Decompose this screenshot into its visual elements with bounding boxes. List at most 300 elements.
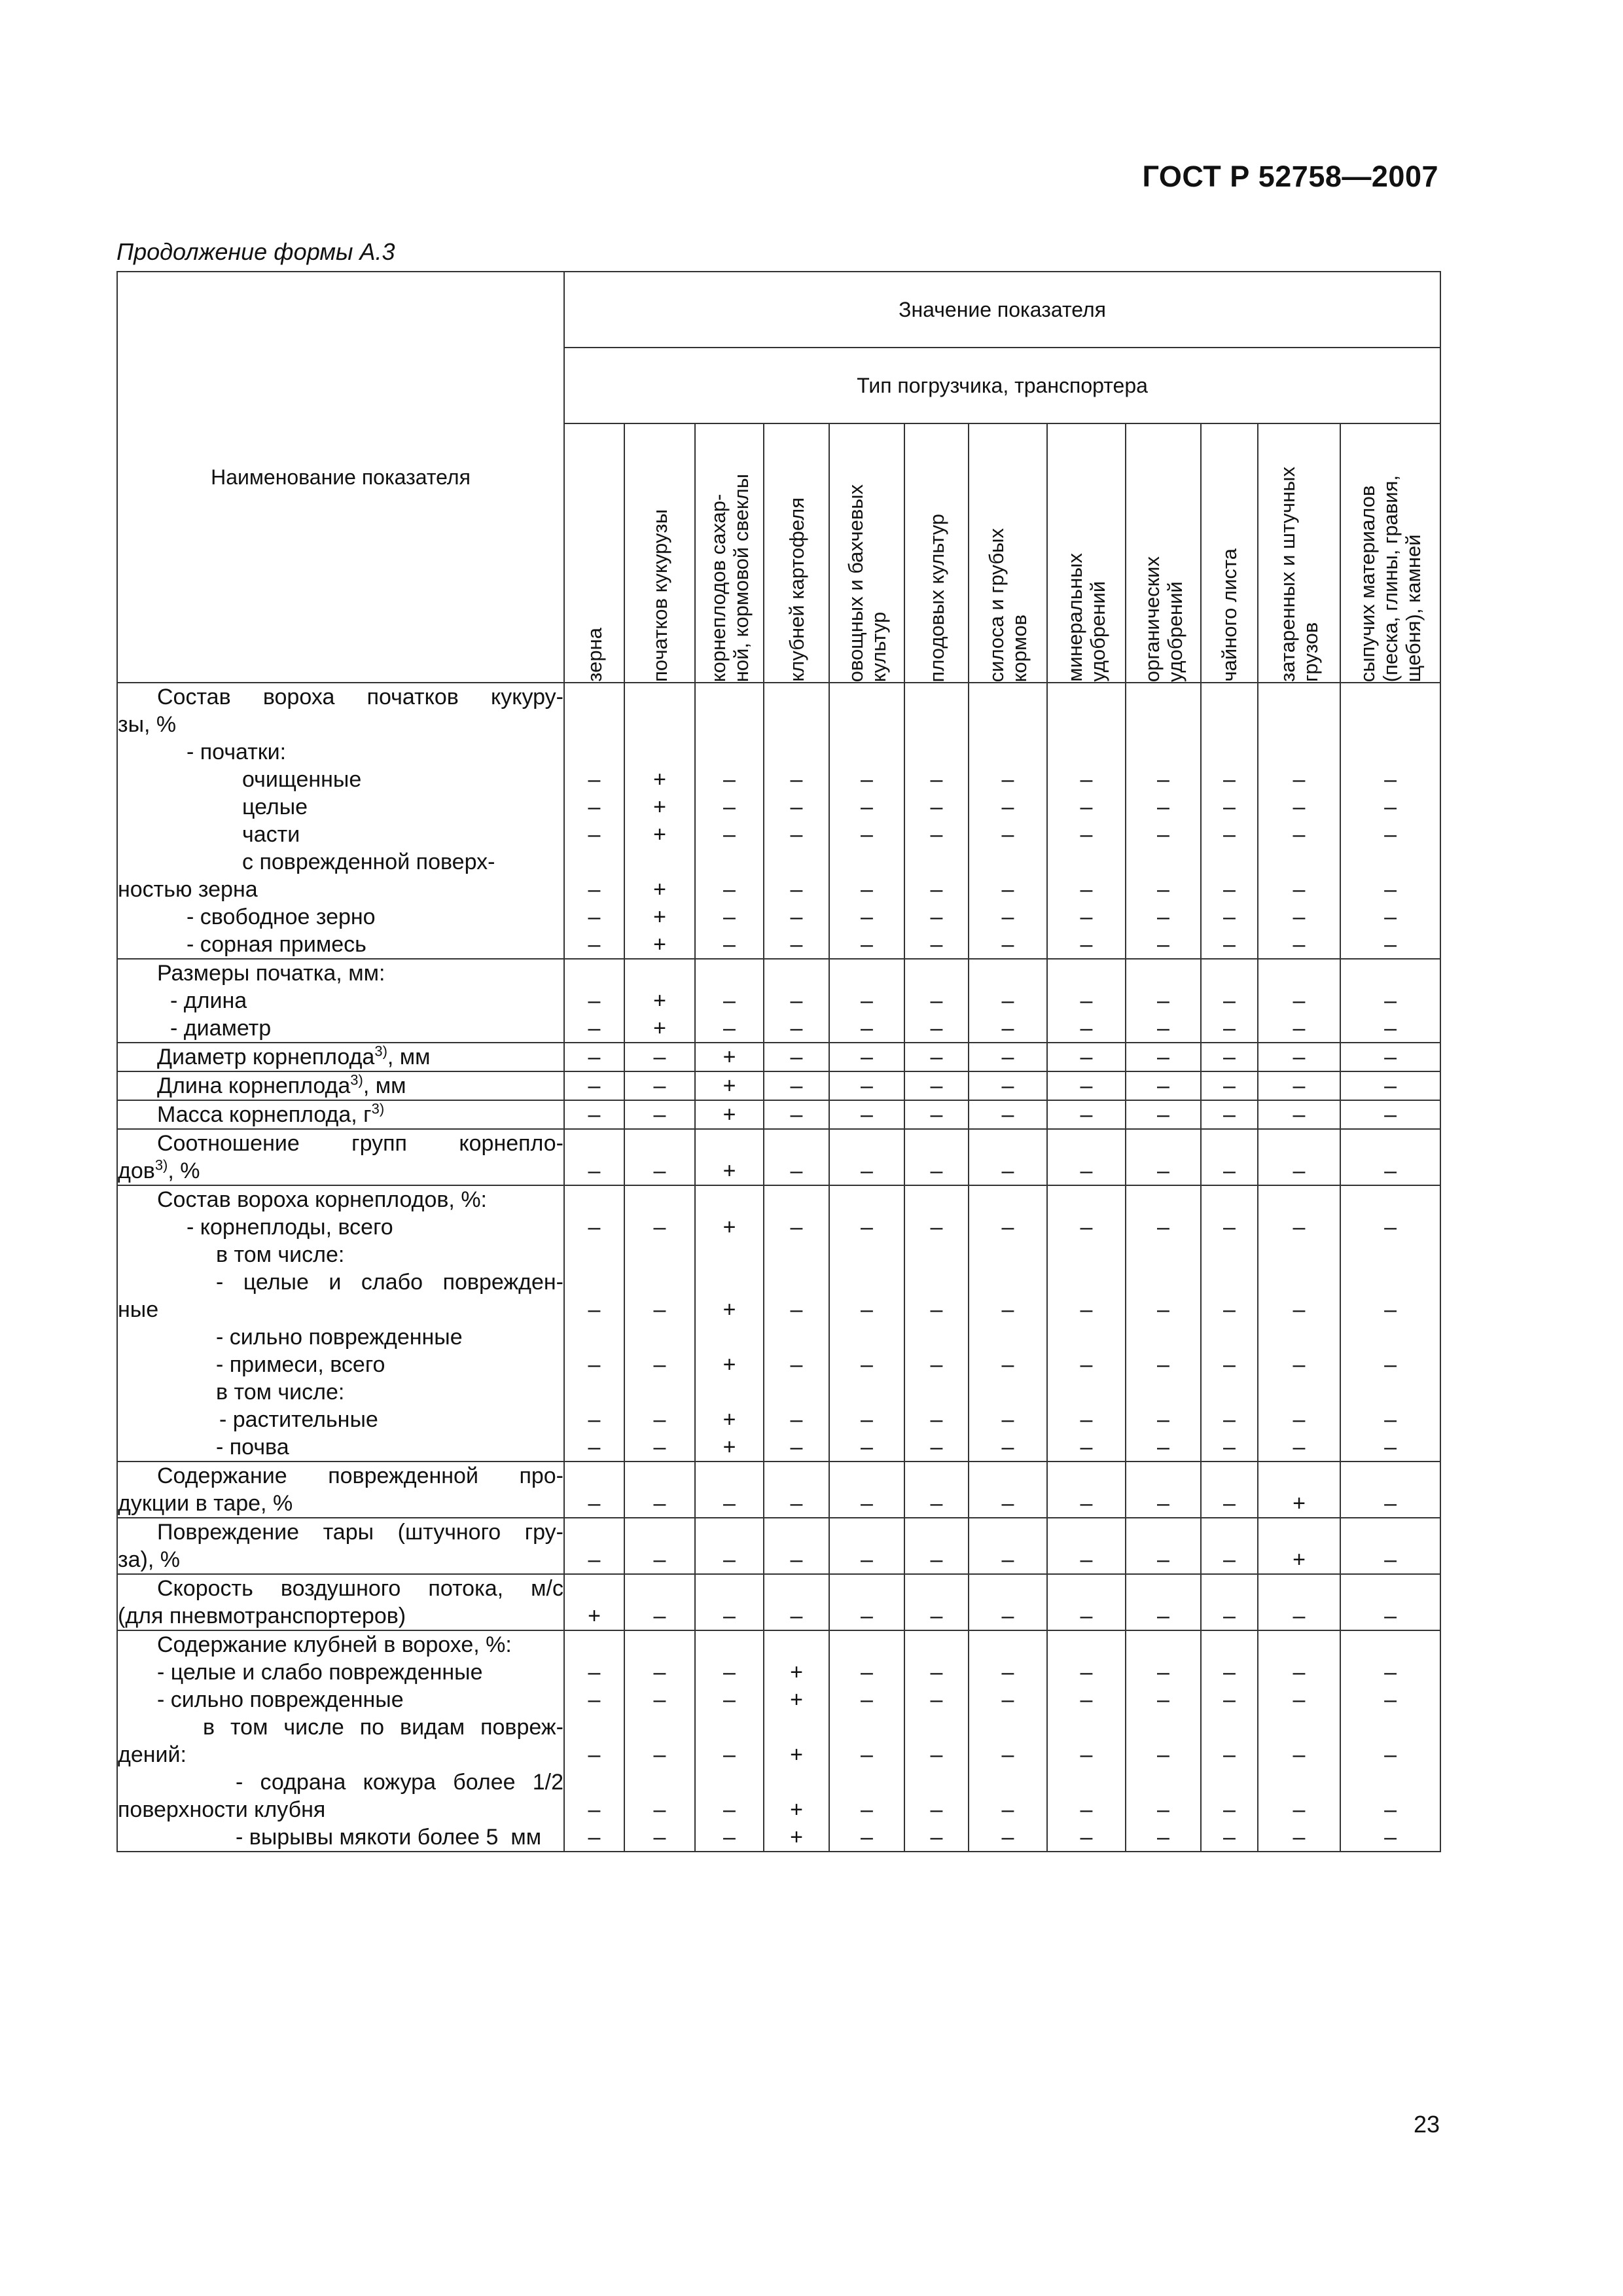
value-mark [969, 1631, 1046, 1659]
value-cell [1258, 1185, 1340, 1462]
value-mark: + [722, 1407, 736, 1432]
value-mark: – [1293, 1742, 1306, 1767]
value-mark [1202, 960, 1257, 987]
value-cell [624, 1462, 695, 1518]
value-mark: – [1080, 905, 1093, 929]
value-cell [904, 1630, 969, 1852]
value-cell [1340, 1518, 1440, 1574]
value-cell [564, 1185, 624, 1462]
value-mark: – [1223, 1491, 1236, 1516]
indicator-name-line [118, 738, 563, 766]
value-mark [764, 711, 829, 738]
value-mark [1258, 1713, 1340, 1741]
indicator-name-cell [117, 959, 564, 1043]
value-mark [1048, 1768, 1125, 1796]
column-header-label: корнеплодов сахар- ной, кормовой свеклы [706, 473, 753, 682]
value-mark: – [1080, 1407, 1093, 1432]
value-mark: – [723, 1660, 736, 1685]
value-mark [969, 1575, 1046, 1602]
value-mark: – [1001, 905, 1014, 929]
value-mark: – [1293, 905, 1306, 929]
value-mark: – [1157, 1215, 1169, 1240]
value-mark: – [1080, 1045, 1093, 1069]
indicator-name-line [118, 1101, 563, 1128]
value-mark: – [588, 1073, 601, 1098]
value-cell [829, 1518, 904, 1574]
indicator-name-line [118, 711, 563, 738]
value-cell [764, 1100, 829, 1129]
value-mark: – [1157, 795, 1169, 819]
value-mark: – [1001, 988, 1014, 1013]
value-mark: – [861, 1742, 873, 1767]
indicator-name-text: - сорная примесь [187, 932, 366, 957]
value-mark: – [1384, 795, 1397, 819]
value-cell [1047, 1630, 1126, 1852]
value-mark: – [861, 1435, 873, 1460]
value-mark: – [861, 1687, 873, 1712]
value-mark: – [588, 1547, 601, 1572]
value-mark [1048, 683, 1125, 711]
value-mark: – [1080, 1742, 1093, 1767]
indicator-name-text: Размеры початка, мм: [157, 961, 385, 986]
value-mark: – [653, 1297, 666, 1322]
indicator-name-text: Содержание клубней в ворохе, %: [157, 1632, 512, 1657]
value-mark: – [861, 1407, 873, 1432]
indicator-name-line [118, 1796, 563, 1823]
indicator-name-text: Диаметр корнеплода [157, 1045, 375, 1069]
value-mark: – [653, 1435, 666, 1460]
indicator-name-unit: , мм [387, 1045, 431, 1069]
value-mark: – [930, 1102, 943, 1127]
indicator-name-line [118, 1518, 563, 1546]
indicator-name-line [118, 1686, 563, 1713]
value-mark [1048, 1462, 1125, 1490]
value-mark [696, 960, 763, 987]
value-mark: – [861, 1491, 873, 1516]
value-mark [969, 1323, 1046, 1351]
value-mark [696, 1130, 763, 1157]
value-mark: – [861, 767, 873, 792]
value-cell [829, 1462, 904, 1518]
value-mark: – [1001, 1352, 1014, 1377]
value-cell [1126, 1630, 1201, 1852]
value-mark [905, 960, 968, 987]
value-mark [565, 848, 624, 876]
value-mark: – [790, 1016, 803, 1041]
value-mark: – [723, 877, 736, 902]
indicator-name-line [118, 1241, 563, 1268]
value-mark: – [588, 1016, 601, 1041]
value-mark: – [1080, 1604, 1093, 1628]
indicator-name-text: - длина [170, 988, 247, 1013]
value-mark: – [1293, 932, 1306, 957]
value-mark: + [790, 1797, 803, 1822]
value-cell [1258, 1043, 1340, 1071]
value-mark [764, 1631, 829, 1659]
value-mark [969, 683, 1046, 711]
value-mark: – [723, 1604, 736, 1628]
value-mark [1126, 1323, 1200, 1351]
value-mark [625, 1186, 694, 1213]
value-mark: – [1223, 905, 1236, 929]
value-mark: – [861, 1825, 873, 1850]
value-mark [696, 738, 763, 766]
value-mark [1048, 1130, 1125, 1157]
value-mark: – [588, 1687, 601, 1712]
value-mark: – [1080, 795, 1093, 819]
value-cell [695, 1518, 764, 1574]
value-mark [565, 1378, 624, 1406]
value-mark: – [1384, 1547, 1397, 1572]
value-mark [1048, 1378, 1125, 1406]
value-mark: – [1384, 877, 1397, 902]
value-mark: – [1157, 988, 1169, 1013]
value-mark: + [722, 1435, 736, 1460]
value-cell [904, 1462, 969, 1518]
value-mark: – [1293, 1825, 1306, 1850]
value-mark: – [1157, 877, 1169, 902]
value-mark [1048, 738, 1125, 766]
value-cell [1047, 1185, 1126, 1462]
value-cell [1047, 1574, 1126, 1630]
value-mark: – [1293, 822, 1306, 847]
value-cell [1126, 1574, 1201, 1630]
column-header [904, 423, 969, 683]
value-mark: – [861, 932, 873, 957]
value-mark [764, 1462, 829, 1490]
indicator-name-text: с поврежденной поверх- [242, 850, 495, 874]
value-mark: – [1080, 1687, 1093, 1712]
value-cell [829, 1071, 904, 1100]
value-mark: – [1157, 905, 1169, 929]
value-mark: – [790, 822, 803, 847]
value-mark [764, 1768, 829, 1796]
value-mark [905, 848, 968, 876]
indicator-name-line [118, 821, 563, 848]
value-cell [969, 1129, 1047, 1185]
indicator-name-line [118, 1130, 563, 1157]
value-mark [1202, 1462, 1257, 1490]
value-cell [1126, 1071, 1201, 1100]
value-cell [624, 1043, 695, 1071]
value-mark: – [790, 1045, 803, 1069]
value-cell [829, 1185, 904, 1462]
value-mark: – [653, 1604, 666, 1628]
value-mark: + [790, 1825, 803, 1850]
value-mark [969, 960, 1046, 987]
indicator-name-text: в том числе: [216, 1242, 345, 1267]
value-mark: – [1223, 988, 1236, 1013]
value-mark [764, 1186, 829, 1213]
column-header-label: зерна [582, 628, 606, 682]
indicator-name-text: Длина корнеплода [157, 1073, 351, 1098]
value-mark: – [653, 1687, 666, 1712]
value-cell [1258, 1518, 1340, 1574]
value-mark: – [723, 1687, 736, 1712]
value-mark: – [861, 1297, 873, 1322]
value-mark [1126, 1518, 1200, 1546]
value-cell [695, 1185, 764, 1462]
value-mark: – [1080, 1158, 1093, 1183]
value-mark: – [790, 1491, 803, 1516]
value-mark: – [588, 1825, 601, 1850]
value-mark [764, 1518, 829, 1546]
column-header-label: плодовых культур [925, 513, 948, 682]
value-mark [565, 1130, 624, 1157]
value-cell [829, 683, 904, 959]
value-cell [764, 1574, 829, 1630]
value-mark: – [861, 905, 873, 929]
indicator-name-cell [117, 1100, 564, 1129]
indicator-name-text: Соотношение групп корнепло- [157, 1131, 563, 1156]
value-mark: – [1384, 1742, 1397, 1767]
indicator-name-line [118, 1768, 563, 1796]
value-mark [1048, 1186, 1125, 1213]
table-row [117, 1185, 1440, 1462]
value-mark [830, 1713, 904, 1741]
value-mark: – [1080, 988, 1093, 1013]
value-mark: – [723, 1742, 736, 1767]
value-cell [1201, 1129, 1258, 1185]
value-mark: + [722, 1352, 736, 1377]
indicator-name-text: ностью зерна [118, 877, 258, 902]
value-mark: – [1223, 1016, 1236, 1041]
value-mark: – [1157, 1797, 1169, 1822]
value-mark [625, 1768, 694, 1796]
value-cell [1126, 1129, 1201, 1185]
value-mark [1258, 1518, 1340, 1546]
value-mark: – [653, 1045, 666, 1069]
value-mark [1258, 848, 1340, 876]
value-mark: – [1223, 1102, 1236, 1127]
value-mark: – [1223, 1407, 1236, 1432]
value-mark [969, 1241, 1046, 1268]
value-mark: – [861, 1797, 873, 1822]
value-mark: – [930, 1604, 943, 1628]
indicator-name-text: Скорость воздушного потока, м/с [157, 1576, 563, 1601]
value-cell [564, 959, 624, 1043]
value-mark: – [1157, 1825, 1169, 1850]
value-mark [1048, 711, 1125, 738]
value-mark [625, 960, 694, 987]
value-mark [905, 1241, 968, 1268]
value-mark [1258, 1768, 1340, 1796]
value-mark: – [930, 767, 943, 792]
value-cell [624, 1574, 695, 1630]
indicator-name-text: - примеси, всего [216, 1352, 385, 1377]
column-header-label: затаренных и штучных грузов [1276, 467, 1322, 682]
value-mark [625, 711, 694, 738]
value-mark: – [1157, 1742, 1169, 1767]
value-mark: – [1384, 1604, 1397, 1628]
value-mark: – [653, 1158, 666, 1183]
value-mark: – [588, 1297, 601, 1322]
value-cell [695, 1071, 764, 1100]
indicator-name-line [118, 1602, 563, 1630]
indicator-name-text: - сильно поврежденные [216, 1325, 463, 1350]
value-cell [695, 1100, 764, 1129]
value-mark [830, 1462, 904, 1490]
value-cell [829, 1574, 904, 1630]
value-mark: – [723, 988, 736, 1013]
value-mark: – [1223, 1687, 1236, 1712]
value-mark: – [1223, 1660, 1236, 1685]
value-mark: – [1001, 1435, 1014, 1460]
footnote-ref: 3) [371, 1100, 385, 1117]
value-cell [969, 1574, 1047, 1630]
value-mark: – [1384, 1045, 1397, 1069]
value-cell [695, 1630, 764, 1852]
value-mark: – [1223, 1547, 1236, 1572]
indicator-name-cell [117, 1630, 564, 1852]
column-header-label: органических удобрений [1140, 556, 1186, 682]
value-mark: – [1080, 1073, 1093, 1098]
value-mark [625, 1631, 694, 1659]
indicator-name-text: - сильно поврежденные [157, 1687, 404, 1712]
value-mark: – [930, 932, 943, 957]
value-cell [564, 1518, 624, 1574]
value-mark: – [930, 1547, 943, 1572]
value-mark: – [861, 1352, 873, 1377]
value-mark [764, 1241, 829, 1268]
value-mark: – [588, 988, 601, 1013]
value-mark: – [1293, 1660, 1306, 1685]
value-cell [1126, 1100, 1201, 1129]
value-mark: – [1001, 1742, 1014, 1767]
column-header [764, 423, 829, 683]
value-mark: + [790, 1687, 803, 1712]
value-mark [565, 683, 624, 711]
value-mark: – [1384, 1102, 1397, 1127]
value-mark [764, 1713, 829, 1741]
indicator-name-cell [117, 1574, 564, 1630]
value-mark [969, 848, 1046, 876]
value-mark: – [723, 932, 736, 957]
indicator-table [116, 271, 1441, 1852]
value-cell [1201, 683, 1258, 959]
value-cell [904, 1185, 969, 1462]
value-cell [904, 1574, 969, 1630]
value-mark [905, 1323, 968, 1351]
value-mark [830, 1130, 904, 1157]
value-mark: – [930, 1045, 943, 1069]
value-mark: – [1293, 1435, 1306, 1460]
value-mark: – [790, 1102, 803, 1127]
value-mark: – [1223, 1604, 1236, 1628]
value-mark [696, 1462, 763, 1490]
value-mark [1048, 1241, 1125, 1268]
column-header [624, 423, 695, 683]
value-cell [764, 1071, 829, 1100]
value-mark [1048, 960, 1125, 987]
value-mark: – [1293, 1297, 1306, 1322]
value-cell [1201, 1518, 1258, 1574]
indicator-name-cell [117, 1071, 564, 1100]
value-mark: – [1157, 932, 1169, 957]
value-mark: – [1384, 1407, 1397, 1432]
value-mark [565, 1518, 624, 1546]
value-mark: – [1384, 905, 1397, 929]
value-cell [695, 1462, 764, 1518]
value-mark [625, 1575, 694, 1602]
continuation-label: Продолжение формы А.3 [116, 238, 395, 265]
value-mark [565, 1768, 624, 1796]
value-mark: – [1001, 822, 1014, 847]
value-mark [905, 1268, 968, 1296]
value-mark [696, 1323, 763, 1351]
indicator-name-cell [117, 1185, 564, 1462]
value-mark: – [653, 1742, 666, 1767]
value-mark [565, 1241, 624, 1268]
indicator-name-text: поверхности клубня [118, 1797, 326, 1822]
value-mark [764, 683, 829, 711]
indicator-name-line [118, 1186, 563, 1213]
indicator-name-line [118, 1631, 563, 1659]
indicator-name-line [118, 766, 563, 793]
value-mark [565, 1323, 624, 1351]
value-mark: – [930, 822, 943, 847]
value-mark [625, 1241, 694, 1268]
value-mark [625, 1462, 694, 1490]
value-mark: – [1384, 767, 1397, 792]
value-mark: – [1384, 1297, 1397, 1322]
indicator-name-line [118, 1741, 563, 1768]
value-mark: – [588, 1352, 601, 1377]
value-mark [969, 1518, 1046, 1546]
value-mark [1202, 1631, 1257, 1659]
value-mark: – [861, 988, 873, 1013]
value-mark: – [1293, 1102, 1306, 1127]
value-cell [1126, 1518, 1201, 1574]
indicator-name-line [118, 903, 563, 931]
value-mark: + [653, 988, 666, 1013]
footnote-ref: 3) [374, 1043, 387, 1060]
value-mark: – [1293, 1604, 1306, 1628]
value-cell [695, 1574, 764, 1630]
value-mark [830, 1268, 904, 1296]
value-cell [1047, 1071, 1126, 1100]
value-mark [565, 1462, 624, 1490]
value-mark: – [1157, 1102, 1169, 1127]
indicator-name-text: - початки: [187, 740, 287, 764]
value-cell [1201, 1100, 1258, 1129]
value-cell [904, 1043, 969, 1071]
value-cell [564, 1100, 624, 1129]
value-mark: – [790, 905, 803, 929]
value-mark: – [861, 1660, 873, 1685]
value-mark [565, 1186, 624, 1213]
value-mark: – [930, 1491, 943, 1516]
value-cell [1258, 1462, 1340, 1518]
value-cell [904, 683, 969, 959]
indicator-name-line [118, 1462, 563, 1490]
indicator-name-cell [117, 683, 564, 959]
value-cell [695, 1129, 764, 1185]
value-mark [565, 1575, 624, 1602]
value-mark: – [861, 1102, 873, 1127]
value-mark: – [1223, 1352, 1236, 1377]
value-mark: – [588, 1045, 601, 1069]
value-mark [1341, 1130, 1440, 1157]
value-cell [564, 1043, 624, 1071]
indicator-name-text: Содержание поврежденной про- [157, 1463, 563, 1488]
value-mark [1048, 1631, 1125, 1659]
indicator-name-cell [117, 1043, 564, 1071]
column-header [829, 423, 904, 683]
value-mark [696, 711, 763, 738]
value-cell [564, 1071, 624, 1100]
table-row [117, 959, 1440, 1043]
